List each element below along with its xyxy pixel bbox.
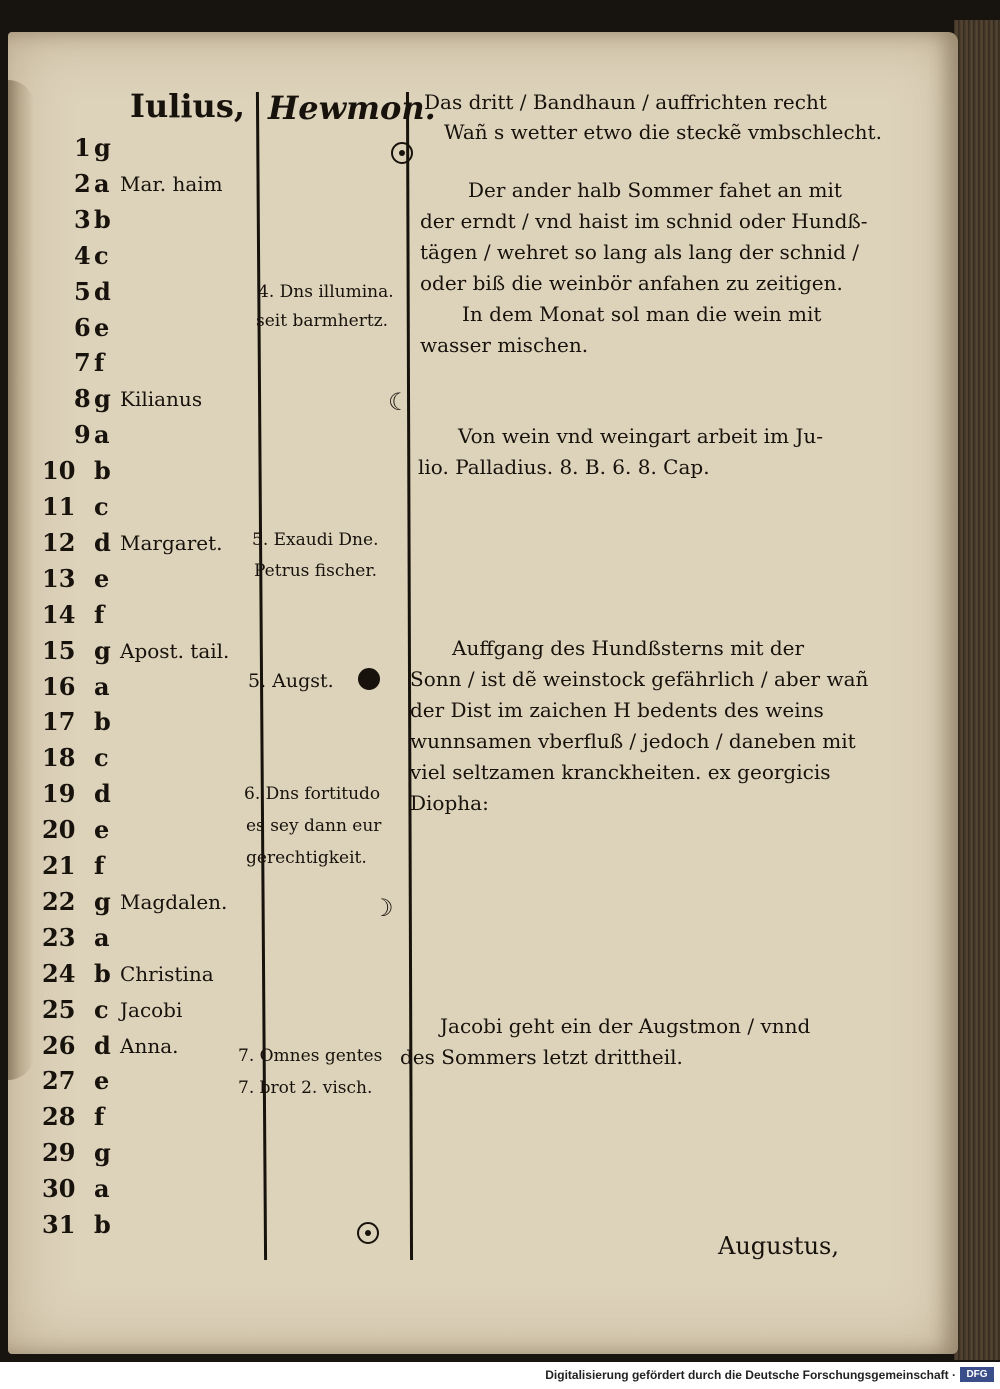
feast-day-label: Kilianus bbox=[120, 387, 203, 412]
day-number: 30 bbox=[42, 1174, 76, 1204]
body-line-p3: Von wein vnd weingart arbeit im Ju- bbox=[458, 424, 824, 448]
dominical-letter: b bbox=[94, 204, 111, 234]
day-number: 25 bbox=[42, 994, 76, 1024]
dominical-letter: c bbox=[94, 492, 109, 521]
sunday-reading-6-line3: gerechtigkeit. bbox=[246, 848, 367, 868]
book-page-edges bbox=[954, 20, 1000, 1360]
body-line-p2: wasser mischen. bbox=[420, 333, 589, 357]
month-heading-latin: Iulius, bbox=[130, 87, 245, 125]
catchword-augustus: Augustus, bbox=[718, 1232, 839, 1260]
day-number: 29 bbox=[42, 1138, 76, 1168]
waxing-moon-icon: ☽ bbox=[372, 894, 394, 922]
dominical-letter: g bbox=[94, 886, 111, 916]
body-line-p4: Diopha: bbox=[410, 791, 489, 815]
dominical-letter: a bbox=[94, 671, 110, 701]
feast-day-label: Margaret. bbox=[120, 530, 223, 555]
day-number: 5 bbox=[74, 276, 91, 306]
dominical-letter: d bbox=[94, 779, 111, 809]
dominical-letter: d bbox=[94, 276, 111, 306]
day-number: 14 bbox=[42, 599, 76, 629]
dominical-letter: a bbox=[94, 420, 110, 450]
day-number: 18 bbox=[42, 743, 76, 773]
body-line-p2: oder biß die weinbör anfahen zu zeitigen. bbox=[420, 271, 843, 295]
dominical-letter: e bbox=[94, 312, 110, 342]
dominical-letter: a bbox=[94, 1174, 110, 1204]
page-curl-shadow bbox=[8, 80, 34, 1080]
day-number: 1 bbox=[74, 133, 91, 162]
dominical-letter: g bbox=[94, 133, 111, 162]
body-line-p4: der Dist im zaichen H bedents des weins bbox=[410, 698, 824, 722]
full-moon-icon bbox=[391, 142, 413, 164]
dominical-letter: g bbox=[94, 1138, 111, 1168]
day-number: 2 bbox=[74, 168, 91, 198]
sunday-reading-6-line2: es sey dann eur bbox=[246, 816, 382, 836]
full-moon-icon bbox=[357, 1222, 379, 1244]
body-line-p4: wunnsamen vberfluß / jedoch / daneben mit bbox=[410, 729, 856, 753]
feast-day-label: Christina bbox=[120, 961, 214, 986]
sunday-reading-4-line1: 4. Dns illumina. bbox=[258, 282, 394, 302]
dominical-letter: f bbox=[94, 599, 105, 629]
body-line-p4: Sonn / ist dẽ weinstock gefährlich / aber wañ bbox=[410, 667, 869, 691]
feast-day-label: Magdalen. bbox=[120, 889, 228, 914]
day-number: 23 bbox=[42, 922, 76, 952]
day-number: 15 bbox=[42, 635, 76, 665]
body-line-p5: Jacobi geht ein der Augstmon / vnnd bbox=[440, 1014, 811, 1038]
day-number: 7 bbox=[74, 348, 91, 378]
day-number: 10 bbox=[42, 456, 76, 486]
dominical-letter: e bbox=[94, 1066, 110, 1096]
day-number: 21 bbox=[42, 851, 76, 880]
feast-day-label: Jacobi bbox=[120, 997, 183, 1022]
footer-credit: Digitalisierung gefördert durch die Deutsche Forschungsgemeinschaft · bbox=[545, 1368, 956, 1382]
dominical-letter: c bbox=[94, 743, 109, 773]
body-line-p4: viel seltzamen kranckheiten. ex georgicis bbox=[410, 760, 831, 784]
day-number: 13 bbox=[42, 563, 76, 593]
month-heading-german: Hewmon. bbox=[268, 89, 436, 127]
dominical-letter: c bbox=[94, 240, 109, 270]
day-number: 12 bbox=[42, 527, 76, 557]
day-number: 31 bbox=[42, 1210, 76, 1239]
sunday-reading-5-line2: Petrus fischer. bbox=[254, 561, 378, 581]
body-line-p4: Auffgang des Hundßsterns mit der bbox=[452, 636, 805, 660]
day-number: 24 bbox=[42, 958, 76, 988]
day-number: 26 bbox=[42, 1030, 76, 1060]
day-number: 20 bbox=[42, 815, 76, 845]
sunday-reading-7-line1: 7. Omnes gentes bbox=[238, 1046, 383, 1066]
body-line-p5: des Sommers letzt drittheil. bbox=[400, 1045, 683, 1069]
day-number: 4 bbox=[74, 240, 91, 270]
day-number: 17 bbox=[42, 707, 76, 737]
day-number: 28 bbox=[42, 1102, 76, 1132]
body-line-p2: tägen / wehret so lang als lang der schnid / bbox=[420, 240, 859, 264]
day-number: 19 bbox=[42, 779, 76, 809]
body-line-p1: Das dritt / Bandhaun / auffrichten recht bbox=[424, 90, 827, 114]
day-number: 11 bbox=[42, 492, 76, 521]
dominical-letter: b bbox=[94, 1210, 111, 1239]
day-number: 27 bbox=[42, 1066, 76, 1096]
body-line-p1: Wañ s wetter etwo die steckẽ vmbschlecht. bbox=[444, 120, 882, 144]
dominical-letter: b bbox=[94, 456, 111, 486]
sunday-reading-7-line2: 7. brot 2. visch. bbox=[238, 1078, 373, 1098]
dominical-letter: a bbox=[94, 168, 110, 198]
dominical-letter: f bbox=[94, 348, 105, 378]
body-line-p2: Der ander halb Sommer fahet an mit bbox=[468, 178, 842, 202]
dominical-letter: e bbox=[94, 563, 110, 593]
dominical-letter: a bbox=[94, 922, 110, 952]
dominical-letter: f bbox=[94, 851, 105, 880]
feast-day-label: Apost. tail. bbox=[120, 638, 230, 663]
feast-day-label: Mar. haim bbox=[120, 171, 223, 196]
dominical-letter: e bbox=[94, 815, 110, 845]
day-number: 6 bbox=[74, 312, 91, 342]
dominical-letter: d bbox=[94, 527, 111, 557]
body-line-p2: der erndt / vnd haist im schnid oder Hundß- bbox=[420, 209, 868, 233]
day-number: 8 bbox=[74, 384, 91, 414]
sunday-reading-4-line2: seit barmhertz. bbox=[256, 311, 389, 331]
dominical-letter: d bbox=[94, 1030, 111, 1060]
dominical-letter: b bbox=[94, 958, 111, 988]
sunday-reading-5-line1: 5. Exaudi Dne. bbox=[252, 530, 379, 550]
dfg-logo: DFG bbox=[960, 1367, 994, 1382]
day-number: 9 bbox=[74, 420, 91, 450]
day-number: 3 bbox=[74, 204, 91, 234]
feast-day-label: Anna. bbox=[120, 1033, 179, 1058]
footer-bar bbox=[0, 1362, 1000, 1389]
dominical-letter: g bbox=[94, 635, 111, 665]
day-number: 22 bbox=[42, 886, 76, 916]
sunday-reading-6-line1: 6. Dns fortitudo bbox=[244, 784, 381, 804]
body-line-p2: In dem Monat sol man die wein mit bbox=[462, 302, 822, 326]
dominical-letter: b bbox=[94, 707, 111, 737]
dominical-letter: g bbox=[94, 384, 111, 414]
day-number: 16 bbox=[42, 671, 76, 701]
dominical-letter: c bbox=[94, 994, 109, 1024]
crescent-moon-icon: ☾ bbox=[388, 388, 410, 416]
sunday-reading-augst: 5. Augst. bbox=[248, 670, 334, 692]
new-moon-icon bbox=[358, 668, 380, 690]
dominical-letter: f bbox=[94, 1102, 105, 1132]
body-line-p3: lio. Palladius. 8. B. 6. 8. Cap. bbox=[418, 455, 710, 479]
